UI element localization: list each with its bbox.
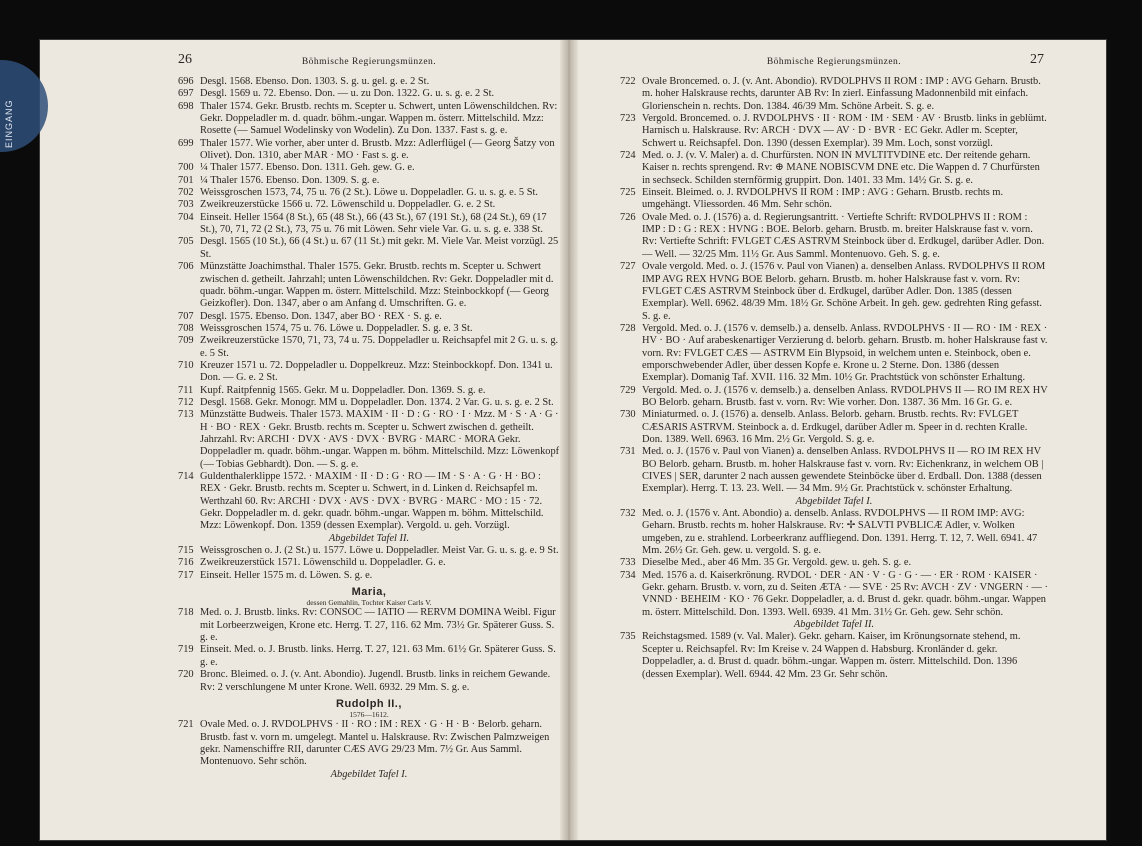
entry-text: Weissgroschen o. J. (2 St.) u. 1577. Löwe u. Doppeladler. Meist Var. G. u. s. g. e. 9 St.	[200, 545, 559, 557]
entry-number: 711	[178, 384, 194, 396]
catalog-entry	[178, 101, 560, 138]
catalog-entry	[178, 669, 560, 694]
entry-text: Zweikreuzerstücke 1566 u. 72. Löwenschild u. Doppeladler. G. e. 2 St.	[200, 199, 496, 211]
entry-number: 734	[620, 569, 636, 581]
entry-text: Weissgroschen 1574, 75 u. 76. Löwe u. Doppeladler. S. g. e. 3 St.	[200, 322, 473, 334]
entry-number: 703	[178, 199, 194, 211]
catalog-entry	[620, 446, 1048, 495]
catalog-entry	[178, 76, 560, 88]
catalog-entry	[620, 385, 1048, 410]
entry-number: 726	[620, 211, 636, 223]
entry-number: 707	[178, 310, 194, 322]
catalog-entry	[620, 323, 1048, 385]
catalog-entry	[620, 261, 1048, 323]
section-subtitle: dessen Gemahlin, Tochter Kaiser Carls V.	[306, 598, 432, 608]
section-title: Rudolph II.,	[336, 697, 402, 710]
entry-number: 709	[178, 335, 194, 347]
entry-number: 715	[178, 545, 194, 557]
plate-caption: Abgebildet Tafel II.	[793, 619, 875, 631]
section-title: Maria,	[351, 586, 387, 599]
entry-number: 718	[178, 607, 194, 619]
entry-number: 708	[178, 322, 194, 334]
entry-text: Desgl. 1568. Gekr. Monogr. MM u. Doppeladler. Don. 1374. 2 Var. G. u. s. g. e. 2 St.	[200, 396, 554, 408]
left-entries	[178, 76, 560, 781]
catalog-entry	[620, 508, 1048, 557]
entry-text: Ovale Med. o. J. RVDOLPHVS · II · RO : IM : REX · G · H · B · Belorb. geharn. Brustb. fast v. vorn m. umgelegt. Mantel u. Halskrause. Rv: Zwischen Palmzweigen gekr. Namenschiffre RII, darunter CÆS AVG 29/23 Mm. 7½ Gr. Aus Samml. Montenuovo. Sehr schön.	[200, 719, 550, 768]
entry-text: Einseit. Med. o. J. Brustb. links. Herrg. T. 27, 121. 63 Mm. 61½ Gr. Späterer Guss. S. g. e.	[200, 644, 556, 668]
catalog-entry	[178, 323, 560, 335]
entry-text: Desgl. 1575. Ebenso. Don. 1347, aber BO · REX · S. g. e.	[200, 310, 442, 322]
entry-text: Desgl. 1565 (10 St.), 66 (4 St.) u. 67 (11 St.) mit gekr. M. Viele Var. Meist vorzügl. 25 St.	[200, 236, 559, 260]
entry-number: 727	[620, 261, 636, 273]
entry-number: 717	[178, 569, 194, 581]
catalog-entry	[620, 187, 1048, 212]
catalog-entry	[178, 545, 560, 557]
entry-text: Guldenthalerklippe 1572. · MAXIM · II · D : G · RO — IM · S · A · G · H · BO : REX · Gekr. Brustb. rechts m. Scepter u. Schwert, in d. Linken d. Reichsapfel m. Werthzahl 60. Rv: ARCHI · DVX · AVS · DVX · BVRG · MARC · MO : 15 · 72. Gekr. Doppeladler m. d. gekr. quadr. böhm.-ungar. Wappen m. böhm. Mittelschild. Mzz: Löwenkopf. Don. 1359 (dessen Exemplar). Vergold. u. geh. Vorzügl.	[200, 471, 544, 532]
entry-number: 699	[178, 137, 194, 149]
catalog-entry	[620, 557, 1048, 569]
entry-text: ¼ Thaler 1577. Ebenso. Don. 1311. Geh. gew. G. e.	[200, 162, 415, 174]
catalog-entry	[178, 88, 560, 100]
entry-text: Ovale vergold. Med. o. J. (1576 v. Paul von Vianen) a. denselben Anlass. RVDOLPHVS II ROM IMP AVG REX HVNG BOE Belorb. geharn. Brustb. m. hoher Halskrause fast v. vorn. Rv: FVLGET CÆS ASTRVM Steinbock über d. Erdkugel, darüber Adler. Don. 1385 (dessen Exemplar). Well. 6962. 48/39 Mm. 18½ Gr. Schöne Arbeit. In geh. gew. gedrehten Ring gefasst. S. g. e.	[642, 261, 1046, 322]
entry-number: 706	[178, 261, 194, 273]
catalog-entry	[178, 175, 560, 187]
entry-number: 729	[620, 384, 636, 396]
catalog-entry	[620, 631, 1048, 680]
entry-number: 702	[178, 187, 194, 199]
entry-number: 728	[620, 322, 636, 334]
right-entries	[620, 76, 1048, 681]
right-page-number: 27	[1030, 52, 1044, 67]
entry-text: Weissgroschen 1573, 74, 75 u. 76 (2 St.). Löwe u. Doppeladler. G. u. s. g. e. 5 St.	[200, 187, 538, 199]
catalog-entry	[620, 76, 1048, 113]
catalog-entry	[178, 199, 560, 211]
entry-text: Thaler 1574. Gekr. Brustb. rechts m. Scepter u. Schwert, unten Löwenschildchen. Rv: Gekr. Doppeladler m. d. quadr. böhm.-ungar. Wappen m. österr. Mittelschild. Mzz: Rosette (— Samuel Wodelinsky von Wodelin). Zu Don. 1337. Fast s. g. e.	[200, 100, 558, 137]
catalog-entry	[178, 644, 560, 669]
entry-number: 722	[620, 76, 636, 87]
entry-text: Med. 1576 a. d. Kaiserkrönung. RVDOL · DER · AN · V · G · G · — · ER · ROM · KAISER · Gekr. geharn. Brustb. v. vorn, zu d. Seiten ÆTA · — SVE · 25 Rv: AVCH · ZV · VNGERN · — · VNND · BEHEIM · KO · 76 Gekr. Doppeladler, a. d. Brust d. gekr. quadr. böhm.-ungar. Wappen m. österr. Mittelschild. Don. 1393. Well. 6939. 41 Mm. 31½ Gr. Geh. gew. Sehr schön.	[642, 569, 1049, 618]
entry-text: Münzstätte Budweis. Thaler 1573. MAXIM · II · D : G · RO · I · Mzz. M · S · A · G · H · BO · REX · Gekr. Brustb. rechts m. Scepter u. Schwert zwischen d. getheilt. Jahrzahl. Rv: ARCHI · DVX · AVS · DVX · BVRG · MARC · MORA Gekr. Doppeladler m. quadr. böhm.-ungar. Wappen m. böhm. Mittelschild. Mzz: Löwenkopf (— Tobias Gebhardt). Don. — S. g. e.	[200, 409, 560, 470]
entry-number: 697	[178, 88, 194, 100]
entry-number: 710	[178, 359, 194, 371]
entry-text: Med. o. J. (v. V. Maler) a. d. Churfürsten. NON IN MVLTITVDINE etc. Der reitende geharn. Kaiser n. rechts sprengend. Rv: ⊕ MANE NOBISCVM DNE etc. Die Wappen d. 7 Churfürsten in sechseck. Schilden sternförmig gruppirt. Don. 1401. 33 Mm. 14½ Gr. S. g. e.	[642, 150, 1040, 186]
catalog-entry	[178, 719, 560, 768]
entry-number: 730	[620, 409, 636, 421]
catalog-entry	[178, 162, 560, 174]
catalog-entry	[178, 471, 560, 533]
catalog-entry	[620, 570, 1048, 619]
section-heading	[178, 698, 560, 719]
plate-caption: Abgebildet Tafel II.	[328, 532, 410, 544]
catalog-entry	[178, 212, 560, 237]
entry-number: 721	[178, 719, 194, 731]
catalog-entry	[178, 607, 560, 644]
entry-text: Med. o. J. (1576 v. Ant. Abondio) a. denselb. Anlass. RVDOLPHVS — II ROM IMP: AVG: Geharn. Brustb. rechts m. hoher Halskrause. Rv: ✢ SALVTI PVBLICÆ Adler, v. Wolken umgeben, zu e. strahlend. Lorbeerkranz auffliegend. Don. 1391. Herrg. T. 12, 7. Well. 6941. 47 Mm. 26½ Gr. Geh. gew. u. vergold. S. g. e.	[642, 508, 1038, 557]
entry-number: 732	[620, 508, 636, 520]
entry-number: 701	[178, 174, 194, 186]
catalog-entry	[178, 385, 560, 397]
entry-number: 704	[178, 211, 194, 223]
entry-text: Münzstätte Joachimsthal. Thaler 1575. Gekr. Brustb. rechts m. Scepter u. Schwert zwischen d. getheilt. Jahrzahl; unten Löwenschildchen. Rv: Gekr. Doppeladler mit d. quadr. böhm.-ungar. Wappen m. österr. Mittelschild. Mzz: Steinbockkopf (— Georg Geizkofler). Don. 1347, aber o am Anfang d. Umschriften. G. e.	[200, 261, 554, 310]
entry-text: Reichstagsmed. 1589 (v. Val. Maler). Gekr. geharn. Kaiser, im Krönungsornate stehend, m. Scepter u. Reichsapfel. Rv: Im Kreise v. 24 Wappen d. Habsburg. Kronländer d. gekr. Doppeladler, a. d. Brust d. quadr. böhm.-ungar. Wappen m. österr. Mittelschild. Don. 1396 (dessen Exemplar). Well. 6944. 42 Mm. 23 Gr. Sehr schön.	[642, 631, 1021, 680]
left-page-header	[178, 52, 560, 72]
entry-text: Desgl. 1569 u. 72. Ebenso. Don. — u. zu Don. 1322. G. u. s. g. e. 2 St.	[200, 88, 495, 100]
right-page	[620, 52, 1048, 681]
library-stamp-text: EINGANG	[4, 99, 14, 148]
book-gutter	[560, 40, 578, 840]
entry-text: Einseit. Heller 1564 (8 St.), 65 (48 St.), 66 (43 St.), 67 (191 St.), 68 (24 St.), 69 (17 St.), 70, 71, 72 (2 St.), 73, 75 u. 76 mit Löwen. Sehr viele Var. G. u. s. g. e. 338 St.	[200, 211, 547, 236]
plate-caption: Abgebildet Tafel I.	[795, 495, 873, 507]
catalog-entry	[178, 570, 560, 582]
left-page-number: 26	[178, 52, 192, 67]
catalog-entry	[620, 212, 1048, 261]
catalog-entry	[178, 557, 560, 569]
catalog-entry	[178, 409, 560, 471]
catalog-entry	[620, 150, 1048, 187]
section-heading	[178, 586, 560, 607]
entry-text: ¼ Thaler 1576. Ebenso. Don. 1309. S. g. e.	[200, 174, 380, 186]
entry-text: Kupf. Raitpfennig 1565. Gekr. M u. Doppeladler. Don. 1369. S. g. e.	[200, 384, 486, 396]
entry-text: Med. o. J. Brustb. links. Rv: CONSOC — IATIO — RERVM DOMINA Weibl. Figur mit Lorbeerzweigen, Krone etc. Herrg. T. 27, 116. 62 Mm. 73½ Gr. Späterer Guss. S. g. e.	[200, 607, 556, 644]
entry-number: 723	[620, 113, 636, 125]
entry-text: Ovale Med. o. J. (1576) a. d. Regierungsantritt. · Vertiefte Schrift: RVDOLPHVS II : ROM : IMP : D : G : REX : HVNG : BOE. Belorb. geharn. Brustb. m. breiter Halskrause fast v. vorn. Rv: Vertiefte Schrift: FVLGET CÆS ASTRVM Steinbock über d. Erdkugel, darüber Adler. Don. — Well. — 32/25 Mm. 11½ Gr. Aus Samml. Montenuovo. Geh. S. g. e.	[642, 211, 1045, 260]
entry-text: Vergold. Broncemed. o. J. RVDOLPHVS · II · ROM · IM · SEM · AV · Brustb. links in geblümt. Harnisch u. Halskrause. Rv: ARCH · DVX — AV · D · BVR · EC Gekr. Adler m. Scepter, Schwert u. Reichsapfel. Don. 1390 (dessen Exemplar). 39 Mm. Loch, sonst vorzügl.	[642, 113, 1047, 149]
entry-number: 725	[620, 187, 636, 199]
entry-text: Einseit. Heller 1575 m. d. Löwen. S. g. e.	[200, 569, 373, 581]
entry-number: 713	[178, 409, 194, 421]
entry-number: 720	[178, 669, 194, 681]
entry-number: 714	[178, 471, 194, 482]
left-page	[178, 52, 560, 781]
catalog-entry	[178, 360, 560, 385]
plate-caption: Abgebildet Tafel I.	[330, 768, 408, 780]
left-running-title: Böhmische Regierungsmünzen.	[301, 57, 437, 67]
entry-number: 735	[620, 631, 636, 643]
entry-text: Einseit. Bleimed. o. J. RVDOLPHVS II ROM : IMP : AVG : Geharn. Brustb. rechts m. umgehängt. Vliessorden. 46 Mm. Sehr schön.	[642, 187, 1004, 211]
entry-number: 731	[620, 446, 636, 458]
catalog-entry	[178, 236, 560, 261]
catalog-entry	[178, 397, 560, 409]
right-running-title: Böhmische Regierungsmünzen.	[766, 57, 902, 67]
entry-text: Thaler 1577. Wie vorher, aber unter d. Brustb. Mzz: Adlerflügel (— Georg Šatzy von Olivet). Don. 1310, aber MAR · MO · Fast s. g. e.	[200, 137, 555, 162]
section-subtitle: 1576—1612.	[349, 710, 389, 720]
entry-number: 724	[620, 150, 636, 162]
entry-text: Med. o. J. (1576 v. Paul von Vianen) a. denselben Anlass. RVDOLPHVS II — RO IM REX HV BO Belorb. geharn. Brustb. m. hoher Halskrause fast v. vorn. Rv: Eichenkranz, in welchem OB | CIVES | SER, darunter 2 nach aussen gewendete Steinböcke über d. Erdball. Don. 1388 (dessen Exemplar). Herrg. T. 13. 23. Well. — 34 Mm. 9½ Gr. Prachtstück v. schönster Erhaltung.	[642, 446, 1044, 495]
entry-number: 712	[178, 396, 194, 408]
catalog-entry	[620, 409, 1048, 446]
entry-number: 700	[178, 162, 194, 174]
entry-text: Zweikreuzerstück 1571. Löwenschild u. Doppeladler. G. e.	[200, 557, 446, 569]
entry-text: Vergold. Med. o. J. (1576 v. demselb.) a. denselb. Anlass. RVDOLPHVS · II — RO · IM · REX · HV · BO · Auf arabeskenartiger Verzierung d. belorb. geharn. Brustb. m. hoher Halskrause fast v. vorn. Rv: FVLGET CÆS — ASTRVM Ein Blypsoid, in welchem unten e. Steinbock, oben e. emporschwebender Adler, über dessen Kopfe e. Krone u. 2 Sterne. Don. 1386 (dessen Exemplar). Domanig Taf. XVII. 116. 32 Mm. 10½ Gr. Prachtstück von schönster Erhaltung.	[642, 322, 1048, 384]
entry-text: Zweikreuzerstücke 1570, 71, 73, 74 u. 75. Doppeladler u. Reichsapfel mit 2 G. u. s. g. e. 5 St.	[200, 335, 559, 359]
entry-number: 696	[178, 76, 194, 87]
entry-number: 705	[178, 236, 194, 248]
catalog-entry	[178, 138, 560, 163]
entry-number: 716	[178, 557, 194, 569]
entry-text: Desgl. 1568. Ebenso. Don. 1303. S. g. u. gel. g. e. 2 St.	[200, 76, 430, 87]
entry-text: Vergold. Med. o. J. (1576 v. demselb.) a. denselben Anlass. RVDOLPHVS II — RO IM REX HV BO Belorb. geharn. Brustb. fast v. vorn. Rv: Wie vorher. Don. 1387. 36 Mm. 16 Gr. G. e.	[642, 384, 1048, 408]
entry-text: Miniaturmed. o. J. (1576) a. denselb. Anlass. Belorb. geharn. Brustb. rechts. Rv: FVLGET CÆSARIS ASTRVM. Steinbock a. d. Erdkugel, darüber Adler m. Speer in d. rechten Kralle. Don. 1389. Well. 6963. 16 Mm. 2½ Gr. Vergold. S. g. e.	[642, 409, 1028, 445]
right-page-header	[620, 52, 1048, 72]
catalog-entry	[620, 113, 1048, 150]
catalog-entry	[178, 335, 560, 360]
catalog-entry	[178, 311, 560, 323]
catalog-entry	[178, 261, 560, 310]
entry-text: Bronc. Bleimed. o. J. (v. Ant. Abondio). Jugendl. Brustb. links in reichem Gewande. Rv: 2 verschlungene M unter Krone. Well. 6932. 29 Mm. S. g. e.	[200, 669, 551, 693]
entry-number: 698	[178, 100, 194, 112]
entry-number: 733	[620, 557, 636, 569]
entry-number: 719	[178, 644, 194, 656]
catalog-entry	[178, 187, 560, 199]
entry-text: Dieselbe Med., aber 46 Mm. 35 Gr. Vergold. gew. u. geh. S. g. e.	[642, 557, 912, 569]
entry-text: Ovale Broncemed. o. J. (v. Ant. Abondio). RVDOLPHVS II ROM : IMP : AVG Geharn. Brustb. m. hoher Halskrause rechts, darunter AB Rv: In zierl. Einfassung Madonnenbild mit einfach. Glorienschein n. rechts. Don. 1384. 46/39 Mm. Schöne Arbeit. S. g. e.	[642, 76, 1041, 112]
entry-text: Kreuzer 1571 u. 72. Doppeladler u. Doppelkreuz. Mzz: Steinbockkopf. Don. 1341 u. Don. — G. e. 2 St.	[200, 359, 553, 384]
